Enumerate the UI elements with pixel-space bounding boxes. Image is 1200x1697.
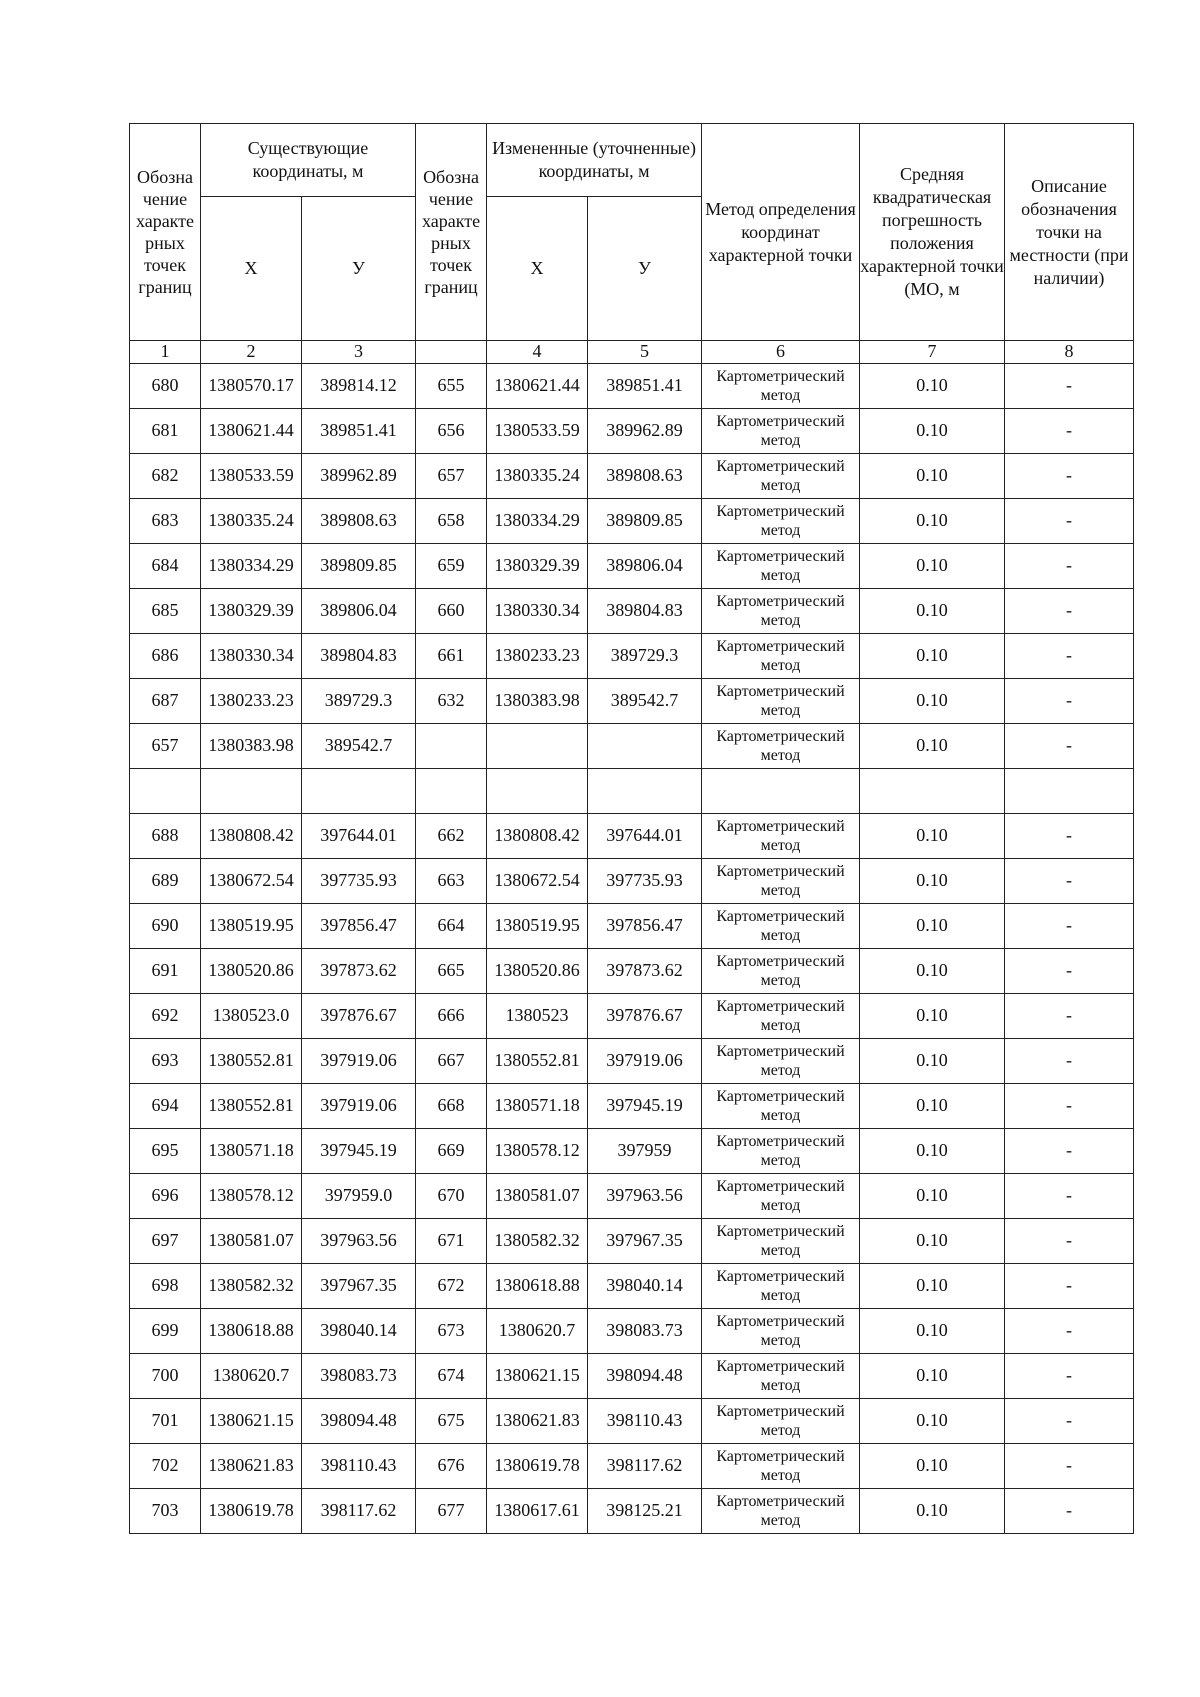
- cell-error: 0.10: [860, 1444, 1005, 1489]
- cell-changed-x: 1380619.78: [487, 1444, 588, 1489]
- cell-description: -: [1005, 409, 1134, 454]
- cell-error: 0.10: [860, 949, 1005, 994]
- cell-method: Картометрический метод: [702, 1174, 860, 1219]
- cell-point-id: 695: [130, 1129, 201, 1174]
- cell-existing-x: 1380335.24: [201, 499, 302, 544]
- column-number: 4: [487, 341, 588, 364]
- cell-changed-x: 1380621.83: [487, 1399, 588, 1444]
- cell-new-point-id: 658: [416, 499, 487, 544]
- cell-existing-x: 1380570.17: [201, 364, 302, 409]
- cell-existing-x: 1380334.29: [201, 544, 302, 589]
- cell-existing-y: 397945.19: [302, 1129, 416, 1174]
- table-row: [130, 454, 1134, 499]
- cell-description: -: [1005, 1084, 1134, 1129]
- cell-changed-y: 398110.43: [588, 1399, 702, 1444]
- cell-existing-x: 1380618.88: [201, 1309, 302, 1354]
- cell-new-point-id: 656: [416, 409, 487, 454]
- cell-description: -: [1005, 1264, 1134, 1309]
- cell-method: Картометрический метод: [702, 814, 860, 859]
- cell-changed-x: 1380617.61: [487, 1489, 588, 1534]
- cell-changed-x: 1380621.15: [487, 1354, 588, 1399]
- cell-error: 0.10: [860, 1354, 1005, 1399]
- cell-changed-x: 1380808.42: [487, 814, 588, 859]
- cell-new-point-id: 674: [416, 1354, 487, 1399]
- cell-existing-y: 397919.06: [302, 1039, 416, 1084]
- cell-changed-y: 389804.83: [588, 589, 702, 634]
- cell-point-id: [130, 769, 201, 814]
- column-number: 3: [302, 341, 416, 364]
- cell-error: 0.10: [860, 454, 1005, 499]
- cell-changed-y: 398094.48: [588, 1354, 702, 1399]
- cell-point-id: 685: [130, 589, 201, 634]
- cell-existing-x: 1380233.23: [201, 679, 302, 724]
- cell-error: 0.10: [860, 1129, 1005, 1174]
- cell-changed-y: 398083.73: [588, 1309, 702, 1354]
- table-row: [130, 949, 1134, 994]
- table-row: [130, 1219, 1134, 1264]
- cell-changed-y: 389962.89: [588, 409, 702, 454]
- cell-changed-y: 397644.01: [588, 814, 702, 859]
- column-number: [416, 341, 487, 364]
- cell-changed-x: 1380552.81: [487, 1039, 588, 1084]
- cell-existing-x: 1380330.34: [201, 634, 302, 679]
- cell-existing-y: 397873.62: [302, 949, 416, 994]
- cell-changed-x: 1380383.98: [487, 679, 588, 724]
- cell-new-point-id: 667: [416, 1039, 487, 1084]
- cell-existing-y: 397644.01: [302, 814, 416, 859]
- cell-error: 0.10: [860, 1264, 1005, 1309]
- cell-method: Картометрический метод: [702, 1354, 860, 1399]
- cell-changed-y: 398117.62: [588, 1444, 702, 1489]
- coordinates-table: [129, 123, 1134, 1534]
- cell-new-point-id: [416, 769, 487, 814]
- cell-description: -: [1005, 1309, 1134, 1354]
- cell-existing-x: 1380571.18: [201, 1129, 302, 1174]
- cell-error: 0.10: [860, 544, 1005, 589]
- header-changed-coords: Измененные (уточненные) координаты, м: [487, 124, 702, 197]
- column-number: 7: [860, 341, 1005, 364]
- cell-point-id: 702: [130, 1444, 201, 1489]
- cell-point-id: 701: [130, 1399, 201, 1444]
- table-row: [130, 1354, 1134, 1399]
- cell-new-point-id: 632: [416, 679, 487, 724]
- cell-existing-y: 389729.3: [302, 679, 416, 724]
- header-existing-y: У: [302, 197, 416, 341]
- cell-method: Картометрический метод: [702, 364, 860, 409]
- cell-method: Картометрический метод: [702, 1444, 860, 1489]
- cell-new-point-id: 663: [416, 859, 487, 904]
- cell-description: -: [1005, 454, 1134, 499]
- cell-method: Картометрический метод: [702, 454, 860, 499]
- cell-description: -: [1005, 724, 1134, 769]
- cell-description: -: [1005, 814, 1134, 859]
- cell-method: [702, 769, 860, 814]
- cell-existing-y: 397856.47: [302, 904, 416, 949]
- table-row: [130, 544, 1134, 589]
- cell-existing-x: 1380620.7: [201, 1354, 302, 1399]
- cell-method: Картометрический метод: [702, 1489, 860, 1534]
- table-row: [130, 1399, 1134, 1444]
- table-row: [130, 1174, 1134, 1219]
- cell-changed-y: 397919.06: [588, 1039, 702, 1084]
- cell-description: -: [1005, 1219, 1134, 1264]
- cell-existing-y: 397919.06: [302, 1084, 416, 1129]
- header-new-point-id: Обозна чение характе рных точек границ: [416, 124, 487, 341]
- cell-description: -: [1005, 364, 1134, 409]
- cell-description: -: [1005, 904, 1134, 949]
- cell-point-id: 691: [130, 949, 201, 994]
- cell-existing-x: 1380533.59: [201, 454, 302, 499]
- cell-error: 0.10: [860, 634, 1005, 679]
- cell-existing-x: 1380619.78: [201, 1489, 302, 1534]
- cell-method: Картометрический метод: [702, 1039, 860, 1084]
- table-row: [130, 814, 1134, 859]
- cell-existing-y: 398040.14: [302, 1309, 416, 1354]
- cell-point-id: 688: [130, 814, 201, 859]
- column-number: 2: [201, 341, 302, 364]
- cell-description: -: [1005, 1129, 1134, 1174]
- cell-method: Картометрический метод: [702, 499, 860, 544]
- cell-new-point-id: 676: [416, 1444, 487, 1489]
- cell-method: Картометрический метод: [702, 409, 860, 454]
- cell-point-id: 692: [130, 994, 201, 1039]
- cell-error: 0.10: [860, 904, 1005, 949]
- cell-changed-x: 1380520.86: [487, 949, 588, 994]
- cell-description: [1005, 769, 1134, 814]
- cell-method: Картометрический метод: [702, 1129, 860, 1174]
- cell-existing-y: 389542.7: [302, 724, 416, 769]
- column-number: 5: [588, 341, 702, 364]
- cell-changed-y: 397967.35: [588, 1219, 702, 1264]
- header-point-id: Обозна чение характе рных точек границ: [130, 124, 201, 341]
- cell-changed-y: 389806.04: [588, 544, 702, 589]
- cell-new-point-id: 677: [416, 1489, 487, 1534]
- cell-point-id: 693: [130, 1039, 201, 1084]
- cell-description: -: [1005, 499, 1134, 544]
- cell-changed-y: 397873.62: [588, 949, 702, 994]
- cell-changed-y: 389729.3: [588, 634, 702, 679]
- cell-description: -: [1005, 634, 1134, 679]
- cell-error: 0.10: [860, 1039, 1005, 1084]
- cell-changed-y: 397735.93: [588, 859, 702, 904]
- cell-existing-y: 389808.63: [302, 499, 416, 544]
- table-row: [130, 1444, 1134, 1489]
- cell-new-point-id: 659: [416, 544, 487, 589]
- table-row: [130, 364, 1134, 409]
- cell-changed-y: 398125.21: [588, 1489, 702, 1534]
- cell-new-point-id: 662: [416, 814, 487, 859]
- cell-existing-y: 389814.12: [302, 364, 416, 409]
- cell-description: -: [1005, 589, 1134, 634]
- cell-changed-x: 1380519.95: [487, 904, 588, 949]
- cell-error: 0.10: [860, 859, 1005, 904]
- cell-point-id: 694: [130, 1084, 201, 1129]
- cell-changed-y: 389809.85: [588, 499, 702, 544]
- cell-new-point-id: 666: [416, 994, 487, 1039]
- cell-new-point-id: 671: [416, 1219, 487, 1264]
- column-number-row: [130, 341, 1134, 364]
- cell-existing-y: 398117.62: [302, 1489, 416, 1534]
- cell-point-id: 697: [130, 1219, 201, 1264]
- cell-changed-x: 1380330.34: [487, 589, 588, 634]
- cell-error: 0.10: [860, 1309, 1005, 1354]
- cell-existing-y: 397876.67: [302, 994, 416, 1039]
- cell-description: -: [1005, 1039, 1134, 1084]
- cell-point-id: 687: [130, 679, 201, 724]
- column-number: 8: [1005, 341, 1134, 364]
- cell-point-id: 690: [130, 904, 201, 949]
- cell-changed-x: 1380233.23: [487, 634, 588, 679]
- cell-changed-y: 389851.41: [588, 364, 702, 409]
- header-description: Описание обозначения точки на местности (при наличии): [1005, 124, 1134, 341]
- table-row: [130, 859, 1134, 904]
- cell-error: 0.10: [860, 1219, 1005, 1264]
- cell-changed-y: 397959: [588, 1129, 702, 1174]
- cell-error: 0.10: [860, 679, 1005, 724]
- cell-new-point-id: 657: [416, 454, 487, 499]
- cell-new-point-id: 661: [416, 634, 487, 679]
- cell-changed-y: 397876.67: [588, 994, 702, 1039]
- cell-changed-x: 1380672.54: [487, 859, 588, 904]
- cell-point-id: 686: [130, 634, 201, 679]
- table-row: [130, 1039, 1134, 1084]
- cell-method: Картометрический метод: [702, 949, 860, 994]
- cell-point-id: 698: [130, 1264, 201, 1309]
- cell-description: -: [1005, 679, 1134, 724]
- cell-new-point-id: 660: [416, 589, 487, 634]
- cell-new-point-id: [416, 724, 487, 769]
- table-body: [130, 364, 1134, 1534]
- cell-existing-x: 1380552.81: [201, 1039, 302, 1084]
- cell-changed-x: 1380581.07: [487, 1174, 588, 1219]
- cell-existing-x: 1380621.83: [201, 1444, 302, 1489]
- cell-point-id: 683: [130, 499, 201, 544]
- cell-changed-y: 397856.47: [588, 904, 702, 949]
- cell-method: Картометрический метод: [702, 634, 860, 679]
- cell-existing-x: 1380578.12: [201, 1174, 302, 1219]
- header-changed-y: У: [588, 197, 702, 341]
- cell-changed-x: 1380620.7: [487, 1309, 588, 1354]
- cell-method: Картометрический метод: [702, 1399, 860, 1444]
- cell-changed-x: 1380335.24: [487, 454, 588, 499]
- cell-existing-y: 397963.56: [302, 1219, 416, 1264]
- cell-error: 0.10: [860, 1489, 1005, 1534]
- table-row: [130, 499, 1134, 544]
- cell-existing-y: 389851.41: [302, 409, 416, 454]
- cell-existing-y: 389804.83: [302, 634, 416, 679]
- cell-new-point-id: 664: [416, 904, 487, 949]
- cell-changed-x: 1380523: [487, 994, 588, 1039]
- cell-changed-x: 1380618.88: [487, 1264, 588, 1309]
- cell-existing-y: 397959.0: [302, 1174, 416, 1219]
- cell-method: Картометрический метод: [702, 589, 860, 634]
- cell-changed-x: 1380578.12: [487, 1129, 588, 1174]
- cell-method: Картометрический метод: [702, 1309, 860, 1354]
- cell-method: Картометрический метод: [702, 1219, 860, 1264]
- cell-new-point-id: 655: [416, 364, 487, 409]
- cell-existing-x: 1380523.0: [201, 994, 302, 1039]
- cell-existing-x: 1380519.95: [201, 904, 302, 949]
- cell-existing-y: 397735.93: [302, 859, 416, 904]
- cell-new-point-id: 669: [416, 1129, 487, 1174]
- cell-description: -: [1005, 1444, 1134, 1489]
- header-method: Метод определения координат характерной точки: [702, 124, 860, 341]
- cell-error: 0.10: [860, 724, 1005, 769]
- cell-existing-y: 398110.43: [302, 1444, 416, 1489]
- cell-error: 0.10: [860, 1174, 1005, 1219]
- cell-error: 0.10: [860, 994, 1005, 1039]
- cell-changed-y: 398040.14: [588, 1264, 702, 1309]
- header-error: Средняя квадратическая погрешность положения характерной точки (МО, м: [860, 124, 1005, 341]
- table-row: [130, 589, 1134, 634]
- cell-new-point-id: 665: [416, 949, 487, 994]
- table-row: [130, 904, 1134, 949]
- cell-existing-x: 1380808.42: [201, 814, 302, 859]
- cell-method: Картометрический метод: [702, 994, 860, 1039]
- table-row: [130, 1129, 1134, 1174]
- cell-existing-x: 1380552.81: [201, 1084, 302, 1129]
- cell-point-id: 657: [130, 724, 201, 769]
- cell-changed-x: 1380621.44: [487, 364, 588, 409]
- cell-existing-x: 1380581.07: [201, 1219, 302, 1264]
- cell-method: Картометрический метод: [702, 724, 860, 769]
- cell-method: Картометрический метод: [702, 1084, 860, 1129]
- cell-existing-y: [302, 769, 416, 814]
- cell-existing-y: 397967.35: [302, 1264, 416, 1309]
- cell-method: Картометрический метод: [702, 904, 860, 949]
- table-row: [130, 1084, 1134, 1129]
- cell-changed-y: 389808.63: [588, 454, 702, 499]
- cell-error: 0.10: [860, 1084, 1005, 1129]
- cell-new-point-id: 670: [416, 1174, 487, 1219]
- cell-changed-y: [588, 769, 702, 814]
- cell-changed-y: 389542.7: [588, 679, 702, 724]
- cell-point-id: 696: [130, 1174, 201, 1219]
- header-existing-x: Х: [201, 197, 302, 341]
- column-number: 1: [130, 341, 201, 364]
- cell-existing-x: 1380520.86: [201, 949, 302, 994]
- cell-existing-y: 398094.48: [302, 1399, 416, 1444]
- cell-method: Картометрический метод: [702, 679, 860, 724]
- cell-existing-y: 389809.85: [302, 544, 416, 589]
- cell-description: -: [1005, 994, 1134, 1039]
- cell-existing-x: 1380582.32: [201, 1264, 302, 1309]
- cell-description: -: [1005, 1399, 1134, 1444]
- cell-description: -: [1005, 859, 1134, 904]
- cell-description: -: [1005, 1354, 1134, 1399]
- cell-point-id: 680: [130, 364, 201, 409]
- cell-error: 0.10: [860, 814, 1005, 859]
- cell-existing-x: 1380621.15: [201, 1399, 302, 1444]
- cell-changed-x: 1380329.39: [487, 544, 588, 589]
- table-row: [130, 1309, 1134, 1354]
- cell-error: 0.10: [860, 499, 1005, 544]
- cell-changed-x: 1380571.18: [487, 1084, 588, 1129]
- cell-changed-x: 1380533.59: [487, 409, 588, 454]
- cell-error: 0.10: [860, 1399, 1005, 1444]
- cell-existing-y: 389962.89: [302, 454, 416, 499]
- cell-error: 0.10: [860, 364, 1005, 409]
- header-existing-coords: Существующие координаты, м: [201, 124, 416, 197]
- cell-existing-x: 1380383.98: [201, 724, 302, 769]
- cell-changed-x: [487, 769, 588, 814]
- cell-changed-x: 1380334.29: [487, 499, 588, 544]
- cell-point-id: 682: [130, 454, 201, 499]
- cell-description: -: [1005, 1489, 1134, 1534]
- header-changed-x: Х: [487, 197, 588, 341]
- cell-method: Картометрический метод: [702, 859, 860, 904]
- cell-point-id: 703: [130, 1489, 201, 1534]
- cell-existing-y: 389806.04: [302, 589, 416, 634]
- table-row: [130, 679, 1134, 724]
- cell-changed-x: 1380582.32: [487, 1219, 588, 1264]
- cell-description: -: [1005, 949, 1134, 994]
- cell-new-point-id: 675: [416, 1399, 487, 1444]
- cell-point-id: 684: [130, 544, 201, 589]
- cell-new-point-id: 668: [416, 1084, 487, 1129]
- cell-new-point-id: 672: [416, 1264, 487, 1309]
- cell-existing-x: 1380621.44: [201, 409, 302, 454]
- column-number: 6: [702, 341, 860, 364]
- cell-point-id: 699: [130, 1309, 201, 1354]
- cell-error: 0.10: [860, 409, 1005, 454]
- table-row: [130, 769, 1134, 814]
- cell-point-id: 681: [130, 409, 201, 454]
- table-row: [130, 724, 1134, 769]
- cell-error: [860, 769, 1005, 814]
- cell-new-point-id: 673: [416, 1309, 487, 1354]
- cell-point-id: 700: [130, 1354, 201, 1399]
- cell-changed-y: 397963.56: [588, 1174, 702, 1219]
- cell-changed-x: [487, 724, 588, 769]
- cell-changed-y: [588, 724, 702, 769]
- cell-existing-y: 398083.73: [302, 1354, 416, 1399]
- cell-method: Картометрический метод: [702, 1264, 860, 1309]
- cell-existing-x: [201, 769, 302, 814]
- table-row: [130, 1489, 1134, 1534]
- cell-changed-y: 397945.19: [588, 1084, 702, 1129]
- table-row: [130, 409, 1134, 454]
- cell-point-id: 689: [130, 859, 201, 904]
- cell-existing-x: 1380672.54: [201, 859, 302, 904]
- cell-error: 0.10: [860, 589, 1005, 634]
- cell-method: Картометрический метод: [702, 544, 860, 589]
- table-row: [130, 634, 1134, 679]
- cell-description: -: [1005, 544, 1134, 589]
- table-row: [130, 1264, 1134, 1309]
- cell-existing-x: 1380329.39: [201, 589, 302, 634]
- cell-description: -: [1005, 1174, 1134, 1219]
- table-row: [130, 994, 1134, 1039]
